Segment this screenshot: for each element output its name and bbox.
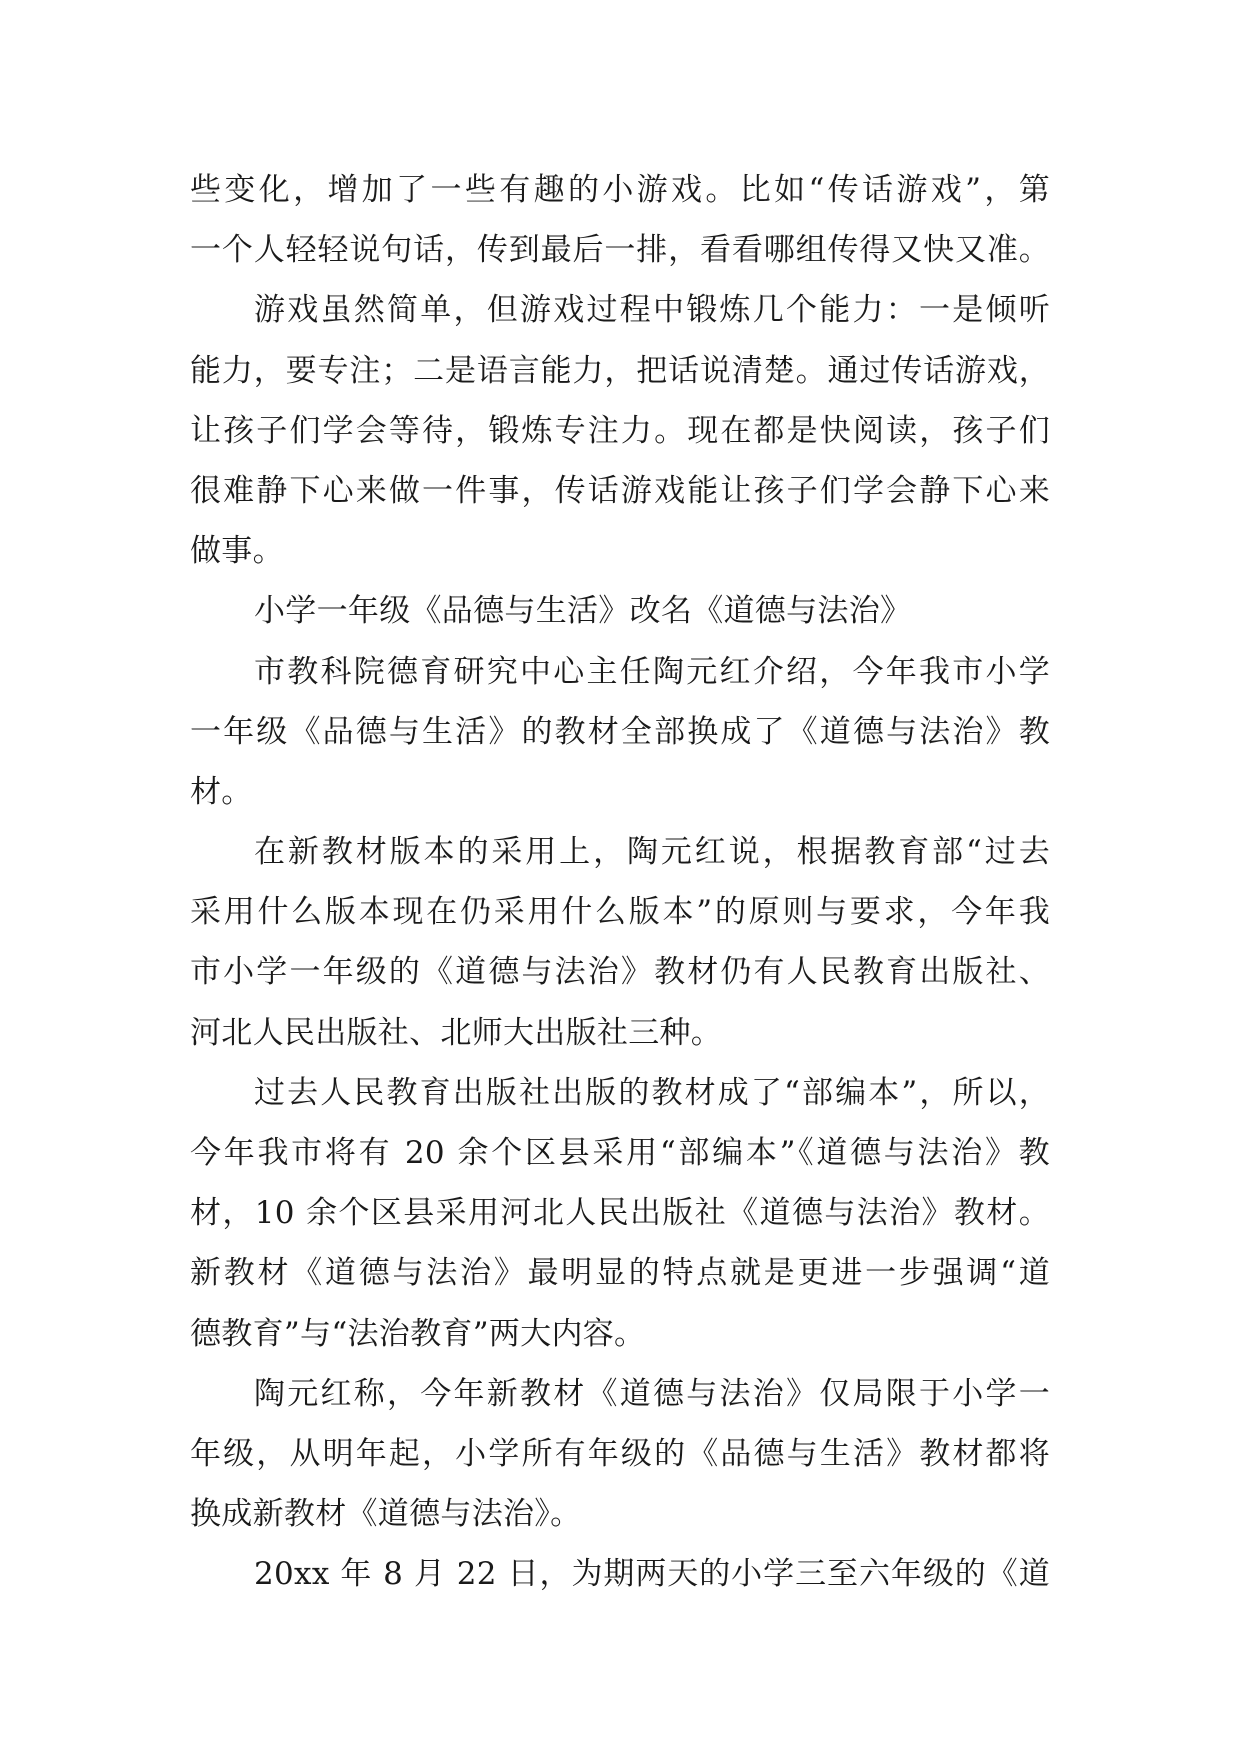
text-line: 换成新教材《道德与法治》。 — [190, 1496, 582, 1533]
text-line: 新教材《道德与法治》最明显的特点就是更进一步强调“道 — [190, 1255, 1050, 1292]
text-line: 些变化，增加了一些有趣的小游戏。比如“传话游戏”，第 — [190, 172, 1050, 208]
text-line: 做事。 — [190, 533, 284, 570]
text-line: 20xx 年 8 月 22 日，为期两天的小学三至六年级的《道 — [254, 1556, 1050, 1593]
body-text — [190, 160, 1050, 1605]
text-line: 在新教材版本的采用上，陶元红说，根据教育部“过去 — [254, 834, 1050, 871]
text-line: 德教育”与“法治教育”两大内容。 — [190, 1315, 646, 1352]
text-line: 河北人民出版社、北师大出版社三种。 — [190, 1014, 723, 1051]
text-line: 很难静下心来做一件事，传话游戏能让孩子们学会静下心来 — [190, 472, 1050, 509]
text-line: 市小学一年级的《道德与法治》教材仍有人民教育出版社、 — [190, 954, 1050, 991]
text-line: 今年我市将有 20 余个区县采用“部编本”《道德与法治》教 — [190, 1135, 1050, 1171]
text-line: 陶元红称，今年新教材《道德与法治》仅局限于小学一 — [254, 1375, 1050, 1412]
text-line: 采用什么版本现在仍采用什么版本”的原则与要求，今年我 — [190, 894, 1050, 931]
text-line: 一年级《品德与生活》的教材全部换成了《道德与法治》教 — [190, 713, 1050, 750]
text-line: 材。 — [190, 773, 253, 810]
text-line: 游戏虽然简单，但游戏过程中锻炼几个能力：一是倾听 — [254, 292, 1050, 329]
text-line: 能力，要专注；二是语言能力，把话说清楚。通过传话游戏， — [190, 352, 1050, 389]
text-line: 一个人轻轻说句话，传到最后一排，看看哪组传得又快又准。 — [190, 232, 1050, 269]
text-line: 让孩子们学会等待，锻炼专注力。现在都是快阅读，孩子们 — [190, 412, 1050, 449]
text-line: 年级，从明年起，小学所有年级的《品德与生活》教材都将 — [190, 1435, 1050, 1472]
text-line: 过去人民教育出版社出版的教材成了“部编本”，所以， — [254, 1074, 1050, 1111]
section-heading: 小学一年级《品德与生活》改名《道德与法治》 — [254, 593, 912, 630]
text-line: 市教科院德育研究中心主任陶元红介绍，今年我市小学 — [254, 653, 1050, 690]
text-line: 材，10 余个区县采用河北人民出版社《道德与法治》教材。 — [190, 1195, 1050, 1232]
